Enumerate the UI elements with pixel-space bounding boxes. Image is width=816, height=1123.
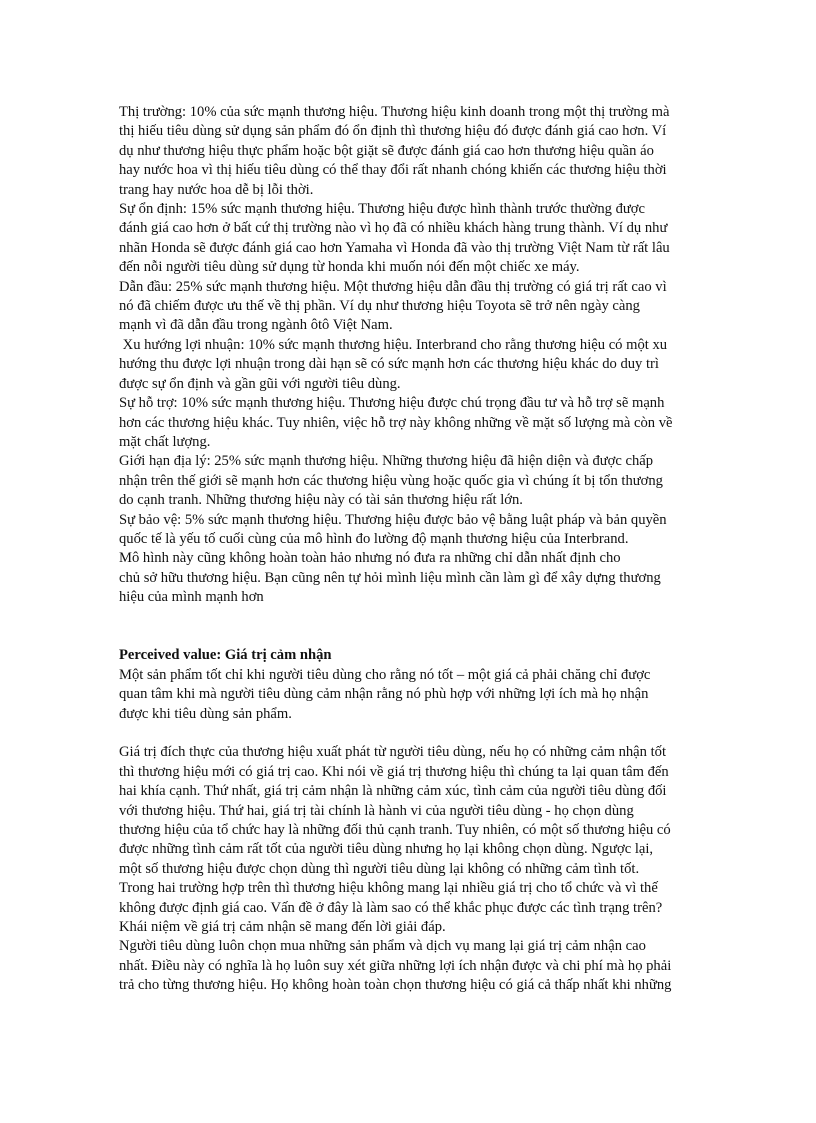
text-line: đến nỗi người tiêu dùng sử dụng từ honda khi muốn nói đến một chiếc xe máy. [119,259,580,276]
text-line: quốc tế là yếu tố cuối cùng của mô hình đo lường độ mạnh thương hiệu của Interbrand. [119,530,629,547]
paragraph-geography [119,452,731,510]
text-line: với thương hiệu. Thứ hai, giá trị tài chính là hành vi của người tiêu dùng - họ chọn dùng [119,802,634,819]
text-line: Thị trường: 10% của sức mạnh thương hiệu. Thương hiệu kinh doanh trong một thị trường mà [119,104,670,120]
text-line: hay nước hoa vì thị hiếu tiêu dùng có thể thay đổi rất nhanh chóng khiến các thương hiệu thời [119,162,667,179]
paragraph-market [119,103,731,200]
text-line: không được định giá cao. Vấn đề ở đây là làm sao có thể khắc phục được các tình trạng trên? [119,899,663,916]
text-line: Sự hỗ trợ: 10% sức mạnh thương hiệu. Thương hiệu được chú trọng đầu tư và hỗ trợ sẽ mạnh [119,395,665,412]
text-line: Trong hai trường hợp trên thì thương hiệu không mang lại nhiều giá trị cho tổ chức và vì thế [119,880,658,897]
paragraph-true-value [119,743,731,937]
paragraph-model-conclusion [119,549,731,607]
section-spacer [119,608,731,647]
text-line: nhãn Honda sẽ được đánh giá cao hơn Yamaha vì Honda đã vào thị trường Việt Nam từ rất lâu [119,239,670,256]
text-line: Một sản phẩm tốt chỉ khi người tiêu dùng cho rằng nó tốt – một giá cả phải chăng chỉ được [119,666,651,683]
text-line: Người tiêu dùng luôn chọn mua những sản phẩm và dịch vụ mang lại giá trị cảm nhận cao [119,938,646,955]
text-line: Mô hình này cũng không hoàn toàn hảo nhưng nó đưa ra những chỉ dẫn nhất định cho [119,550,621,567]
paragraph-profit-trend [119,336,731,394]
text-line: thì thương hiệu mới có giá trị cao. Khi nói về giá trị thương hiệu thì chúng ta lại quan tâm đến [119,763,669,780]
text-line: mạnh vì đã dẫn đầu trong ngành ôtô Việt Nam. [119,317,393,334]
text-line: nó đã chiếm được ưu thế về thị phần. Ví dụ như thương hiệu Toyota sẽ trở nên ngày càng [119,298,640,315]
text-line: Dẫn đầu: 25% sức mạnh thương hiệu. Một thương hiệu dẫn đầu thị trường có giá trị rất cao vì [119,278,667,295]
text-line: thị hiếu tiêu dùng sử dụng sản phẩm đó ổn định thì thương hiệu đó được đánh giá cao hơn. Ví [119,123,667,140]
text-line: hiệu của mình mạnh hơn [119,589,264,606]
section-heading [119,646,731,665]
heading-text: Perceived value: Giá trị cảm nhận [119,647,332,664]
text-line: được những tình cảm rất tốt của người tiêu dùng nhưng họ lại không chọn dùng. Ngược lại, [119,841,654,858]
paragraph-support [119,394,731,452]
text-line: do cạnh tranh. Những thương hiệu này có tài sản thương hiệu rất lớn. [119,492,523,509]
text-line: Sự ổn định: 15% sức mạnh thương hiệu. Thương hiệu được hình thành trước thường được [119,201,645,218]
text-line: Giới hạn địa lý: 25% sức mạnh thương hiệu. Những thương hiệu đã hiện diện và được chấp [119,453,654,470]
text-line: chủ sở hữu thương hiệu. Bạn cũng nên tự hỏi mình liệu mình cần làm gì để xây dựng thương [119,569,661,586]
paragraph-spacer [119,724,731,743]
text-line: hướng thu được lợi nhuận trong dài hạn sẽ có sức mạnh hơn các thương hiệu khác do duy trì [119,356,659,373]
text-line: một số thương hiệu được chọn dùng thì người tiêu dùng lại không có những cảm tình tốt. [119,860,640,877]
paragraph-protection [119,511,731,550]
text-line: nhất. Điều này có nghĩa là họ luôn suy xét giữa những lợi ích nhận được và chi phí mà họ phải [119,957,672,974]
paragraph-stability [119,200,731,278]
text-line: Sự bảo vệ: 5% sức mạnh thương hiệu. Thương hiệu được bảo vệ bằng luật pháp và bản quyền [119,511,667,528]
text-line: quan tâm khi mà người tiêu dùng cảm nhận rằng nó phù hợp với những lợi ích mà họ nhận [119,686,649,703]
text-line: mặt chất lượng. [119,433,211,450]
text-line: dụ như thương hiệu thực phẩm hoặc bột giặt sẽ được đánh giá cao hơn thương hiệu quần áo [119,142,654,159]
text-line: Xu hướng lợi nhuận: 10% sức mạnh thương hiệu. Interbrand cho rằng thương hiệu có một xu [119,336,668,353]
brand-strength-section [119,103,731,608]
document-body [119,103,731,996]
text-line: hơn các thương hiệu khác. Tuy nhiên, việc hỗ trợ này không những về mặt số lượng mà còn về [119,414,673,431]
text-line: nhận trên thế giới sẽ mạnh hơn các thương hiệu vùng hoặc quốc gia vì chúng ít bị tổn thương [119,472,663,489]
text-line: Giá trị đích thực của thương hiệu xuất phát từ người tiêu dùng, nếu họ có những cảm nhận tốt [119,744,667,761]
text-line: thương hiệu của tổ chức hay là những đối thủ cạnh tranh. Tuy nhiên, có một số thương hiệu có [119,822,671,838]
paragraph-intro [119,666,731,724]
text-line: trang hay nước hoa dễ bị lỗi thời. [119,181,314,198]
text-line: được sự ổn định và gần gũi với người tiêu dùng. [119,375,401,392]
paragraph-leadership [119,278,731,336]
text-line: đánh giá cao hơn ở bất cứ thị trường nào vì họ đã có nhiều khách hàng trung thành. Ví dụ như [119,220,668,237]
paragraph-consumer-choice [119,937,731,995]
text-line: trả cho từng thương hiệu. Họ không hoàn toàn chọn thương hiệu có giá cả thấp nhất khi những [119,977,672,994]
text-line: Khái niệm về giá trị cảm nhận sẽ mang đến lời giải đáp. [119,919,446,936]
perceived-value-section [119,646,731,995]
text-line: hai khía cạnh. Thứ nhất, giá trị cảm nhận là những cảm xúc, tình cảm của người tiêu dùng đối [119,783,667,800]
text-line: được khi tiêu dùng sản phẩm. [119,705,292,722]
